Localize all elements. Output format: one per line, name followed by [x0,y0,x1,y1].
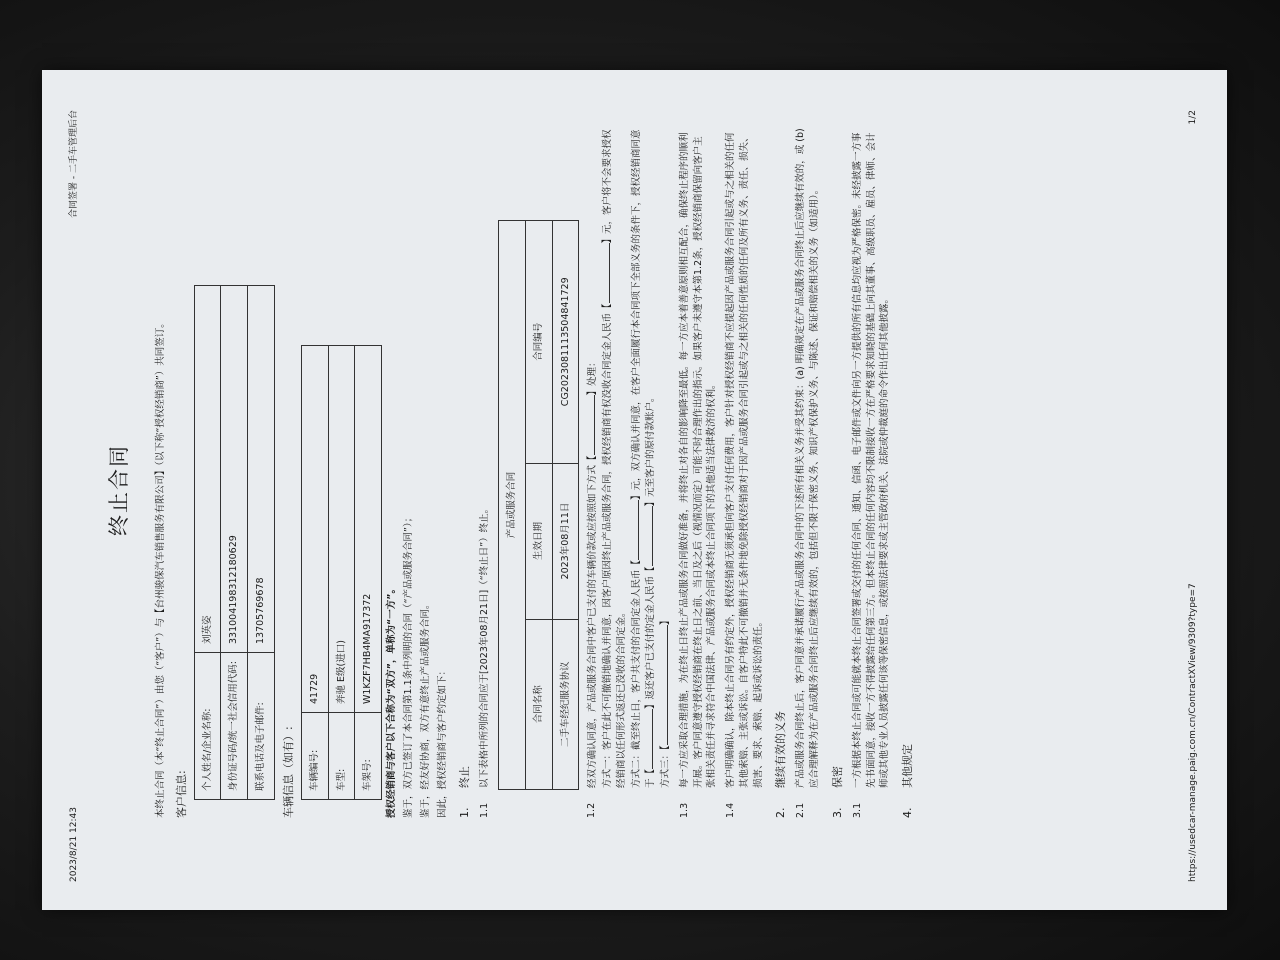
clause-text: 经双方确认同意，产品或服务合同中客户已支付的车辆价款或应按照如下方式【 [587,455,599,788]
section-title: 保密 [830,766,844,788]
section-termination-heading [457,128,473,818]
section-title: 终止 [458,766,472,788]
clause-text: 方式二：截至终止日，客户共支付的合同定金人民币【 [630,559,642,788]
contract-table-title: 产品或服务合同 [499,221,526,790]
preamble-whereas-1: 鉴于，双方已签订了本合同第1.1条中列明的合同（“产品或服务合同”）； [403,512,414,818]
blank-field [643,709,653,769]
clause-number: 1.4 [725,802,737,818]
intro-paragraph: 本终止合同（本“终止合同”）由您（“客户”）与【台州骏保汽车销售服务有限公司】（以下称“授权经销商”）共同签订。 [155,318,166,818]
blank-field [643,506,653,566]
clause-number: 2.1 [795,802,807,818]
vehicle-model-value: 奔驰 E级(进口) [328,346,355,713]
blank-field [629,500,639,560]
print-site-title: 合同签署 - 二手车管理后台 [69,110,79,218]
vehicle-number-label: 车辆编号: [301,713,328,800]
table-row [355,346,382,800]
document-body [154,128,920,818]
table-header-row [525,221,552,790]
print-datetime: 2023/8/21 12:43 [69,807,79,882]
contract-number-cell: CG20230811135048417​29 [552,221,579,464]
column-header: 合同编号 [525,221,552,464]
page-url: https://usedcar-manage.paig.com.cn/ContractXView/9309?type=7 [1188,583,1198,882]
clause-2-1 [794,128,822,818]
section-number: 2. [774,807,788,818]
clause-text: 】元，客户将不会要求授权经销商以任何形式返还已没收的合同定金。 [602,129,627,788]
vehicle-model-label: 车型: [328,713,355,800]
table-row [194,286,221,800]
clause-1-2 [585,128,673,818]
clause-text: 】元至客户的原付款账户。 [645,392,657,507]
blank-field [600,243,610,303]
section-title: 其他规定 [901,744,915,788]
customer-name-value: 刘英姿 [194,286,221,653]
clause-text: 客户明确确认，除本终止合同另有约定外，授权经销商无须承担向客户支付任何费用，客户针对授权经销商不应提起因产品或服务合同引起或与之相关的任何其他索赔、主张或诉讼。自客户特此不可撤销并无条件地免除授权经销商对于因产品或服务合同引起或与之相关的任何性质的任何及所有义务、责任、损失、损害、要求、索赔、起诉或诉讼的责任。 [725,132,764,788]
clause-text: 产品或服务合同终止后，客户同意并承诺履行产品或服务合同中的下述所有相关义务并受其约束：(a) 明确规定在产品或服务合同终止后应继续有效的，或 (b) 应合理解释为在产品或服务合同终止后应继续有效的，包括但不限于保密义务、知识产权保护义务、与陈述、保证和赔偿相关的义务（如适用）。 [795,128,821,788]
clause-text: 】处理： [587,357,599,396]
vin-value: W1KZF7HB4MA917372 [355,346,382,713]
vehicle-info-table [301,345,382,800]
clause-text: 】返还客户已支付的定金人民币【 [645,566,657,709]
clause-text: 方式一：客户在此不可撤销地确认并同意，因客户原因终止产品或服务合同，授权经销商有权没收合同定金人民币【 [602,303,614,788]
customer-id-value: 331004198312180629 [221,286,248,653]
section-surviving-obligations-heading [773,128,789,818]
page-number: 1/2 [1188,110,1198,125]
customer-id-label: 身份证号码/统一社会信用代码: [221,653,248,800]
customer-name-label: 个人姓名/企业名称: [194,653,221,800]
section-other-provisions-heading [900,128,916,818]
customer-info-label: 客户信息: [174,770,188,818]
table-row [301,346,328,800]
clause-number: 1.2 [586,802,598,818]
clause-text: 以下表格中所列的合同应于[2023年08月21日]（“终止日”）终止。 [479,503,491,788]
column-header: 合同名称 [525,619,552,789]
vehicle-number-value: 41729 [301,346,328,713]
document-photo [42,70,1227,910]
preamble-whereas-2: 鉴于，经友好协商，双方有意终止产品或服务合同。 [419,599,431,818]
blank-field [585,395,595,455]
section-number: 3. [830,807,844,818]
clause-text: 】 [660,615,672,626]
table-row [221,286,248,800]
clause-3-1 [851,128,892,818]
preamble-parties: 授权经销商与客户以下合称为“双方”，单称为“一方”。 [386,584,398,818]
table-row [552,221,579,790]
section-number: 1. [458,807,472,818]
section-title: 继续有效的义务 [774,711,788,788]
section-number: 4. [901,807,915,818]
vehicle-info-label: 车辆信息（如有）: [282,726,295,818]
customer-info-table [194,285,275,800]
table-row [248,286,275,800]
customer-contact-value: 13705769678 [248,286,275,653]
clause-text: 每一方应采取合理措施，为在终止日终止产品或服务合同做好准备，并将终止对各自的影响降至最低。每一方应本着善意原则相互配合，确保终止程序的顺利开展。客户同意遵守授权经销商在终止日之前、当日及之后（视情况而定）可能不时合理作出的指示。如果客户未遵守本第1.2条，授权经销商保留向客户主张相关责任并寻求符合中国法律、产品或服务合同或本终止合同项下的其他适当法律救济的权利。 [678,132,718,788]
clause-text: 一方根据本终止合同或可能就本终止合同签署或交付的任何合同、通知、信函、电子邮件或文件向另一方提供的所有信息均应视为严格保密。未经披露一方事先书面同意，接收一方不得披露给任何第三方。但本终止合同的任何内容均不限制接收一方在严格要求知晓的基础上向其董事、高级职员、雇员、律师、会计师或其他专业人员披露任何该等保密信息，或按照法律要求或主管政府机关、法院或仲裁庭的命令作出任何其他披露。 [851,132,891,788]
contract-name-cell: 二手车经纪服务协议 [552,619,579,789]
effective-date-cell: 2023年08月11日 [552,463,579,619]
clause-1-1 [478,128,492,818]
clause-number: 1.3 [678,802,690,818]
clause-text: 】元，双方确认并同意，在客户全面履行本合同项下全部义务的条件下，授权经销商同意于【 [630,129,657,788]
clause-text: 方式三：【 [660,745,672,788]
termination-contract-page [42,70,1227,910]
table-row [328,346,355,800]
customer-contact-label: 联系电话及电子邮件: [248,653,275,800]
clause-number: 1.1 [479,802,491,818]
blank-field [658,625,668,745]
vin-label: 车架号: [355,713,382,800]
section-confidentiality-heading [830,128,846,818]
document-title: 终止合同 [107,444,131,536]
preamble-agreement: 因此，授权经销商与客户约定如下： [436,665,448,818]
clause-1-3 [678,128,719,818]
table-header-row [499,221,526,790]
column-header: 生效日期 [525,463,552,619]
clause-1-4 [724,128,765,818]
clause-number: 3.1 [851,802,863,818]
contract-table [498,220,579,790]
